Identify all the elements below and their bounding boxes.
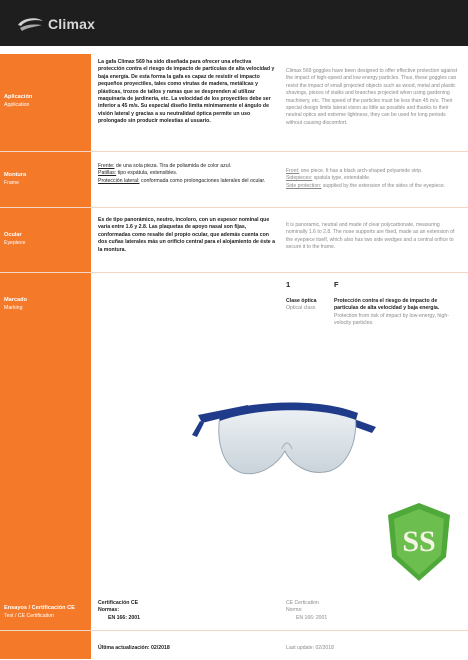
row-aplicacion	[0, 54, 468, 152]
label-es: Ensayos / Certificación CE	[4, 605, 75, 611]
text-en: Climax 569 goggles have been designed to offer effective protection against the impact of high-speed and low energy particles. Thus, these goggles can resist the impact of small projected objects such as wood, metal and plastic shavings, pieces of stalks and branches projected when using gardening machinery, etc. The speed of the particles must be less than 45 m/s. Their special design limits lateral vision as little as possible and thanks to their neutral optics and extreme lightness, they can be used for long periods without causing discomfort.	[286, 68, 458, 126]
mark-protection: F	[334, 280, 339, 289]
frame-item: Sidepieces: spatula type, extendable.	[286, 175, 371, 182]
frame-item: Protección lateral: conformada como prolongaciones laterales del ocular.	[98, 177, 266, 184]
row-ensayos	[0, 588, 468, 631]
mark-optical-class: 1	[286, 280, 291, 289]
row-label	[0, 588, 91, 630]
row-label	[0, 273, 91, 343]
frame-item: Front: one piece. It has a black arch-shaped polyamide strip.	[286, 168, 423, 174]
label-es: Ocular	[4, 232, 22, 238]
text-es: Es de tipo panorámico, neutro, incoloro, con un espesor nominal que varía entre 1.6 y 2.8. Las plaquetas de apoyo nasal son fijas, conformadas como resalte del propio ocular, que además cuenta con dos cuñas laterales más un orificio central para el alojamiento de éste a la montura.	[98, 217, 276, 253]
row-montura	[0, 152, 468, 208]
optical-class-block: Clase óptica Optical class	[286, 298, 317, 312]
row-marcado	[0, 273, 468, 588]
label-en: Test / CE Certification	[4, 613, 54, 619]
svg-text:SS: SS	[402, 525, 436, 558]
label-en: Application	[4, 102, 30, 108]
row-label	[0, 54, 91, 151]
label-en: Eyepiece	[4, 240, 26, 246]
frame-list-en	[286, 168, 462, 190]
cert-en: CE Certication Norms: EN 166: 2001	[286, 600, 328, 621]
orange-column	[0, 343, 91, 588]
label-es: Aplicación	[4, 94, 33, 100]
update-es: Última actualización: 02/2018	[98, 645, 170, 651]
frame-item: Patillas: tipo espátula, extensibles.	[98, 170, 178, 177]
row-label	[0, 631, 91, 659]
cert-es: Certificación CE Normas: EN 166: 2001	[98, 600, 141, 621]
frame-item: Frente: de una sola pieza. Tira de poliamida de color azul.	[98, 163, 232, 169]
climax-swoosh-icon	[16, 16, 44, 32]
header-bar	[0, 0, 468, 46]
row-ocular	[0, 208, 468, 273]
row-label	[0, 208, 91, 272]
frame-item: Side protection: supplied by the extension of the sides of the eyepiece.	[286, 182, 446, 189]
frame-list-es	[98, 163, 278, 185]
brand-logo	[16, 13, 95, 35]
update-en: Last update: 02/2018	[286, 645, 334, 651]
brand-name: Climax	[48, 16, 96, 32]
label-es: Montura	[4, 172, 27, 178]
row-update	[0, 631, 468, 659]
text-es: La gafa Climax 569 ha sido diseñada para ofrecer una efectiva protección contra el riesgo de impacto de partículas de alta velocidad y baja energía. De esta forma la gafa es capaz de resistir el impacto pequeños proyectiles, tales como virutas de madera, metálicas y plásticas, trozos de tallos y ramas que se desprenden al utilizar maquinaria de jardinería, etc. La velocidad de los proyectiles debe ser inferior a 45 m/s. Su especial diseño limita mínimamente el ángulo de visión lateral y gracias a su neutralidad óptica permite un uso prolongado sin producir molestias al usuario.	[98, 59, 275, 125]
label-es: Marcado	[4, 297, 28, 303]
safety-goggles-image	[190, 393, 380, 483]
label-en: Marking	[4, 305, 23, 311]
label-en: Frame	[4, 180, 19, 186]
text-en: It is panoramic, neutral and made of clear polycarbonate, measuring nominally 1.6 to 2.8. The nose supports are fixed, made as an extension of the eyepiece itself, which also has two side wedges and a central orifice to secure it to the frame.	[286, 222, 455, 251]
certification-shield-icon	[386, 501, 452, 583]
row-label	[0, 152, 91, 207]
protection-block: Protección contra el riesgo de impacto de partículas de alta velocidad y baja energía. Protection from risk of impact by low-energy, high-velocity particles.	[334, 298, 449, 327]
